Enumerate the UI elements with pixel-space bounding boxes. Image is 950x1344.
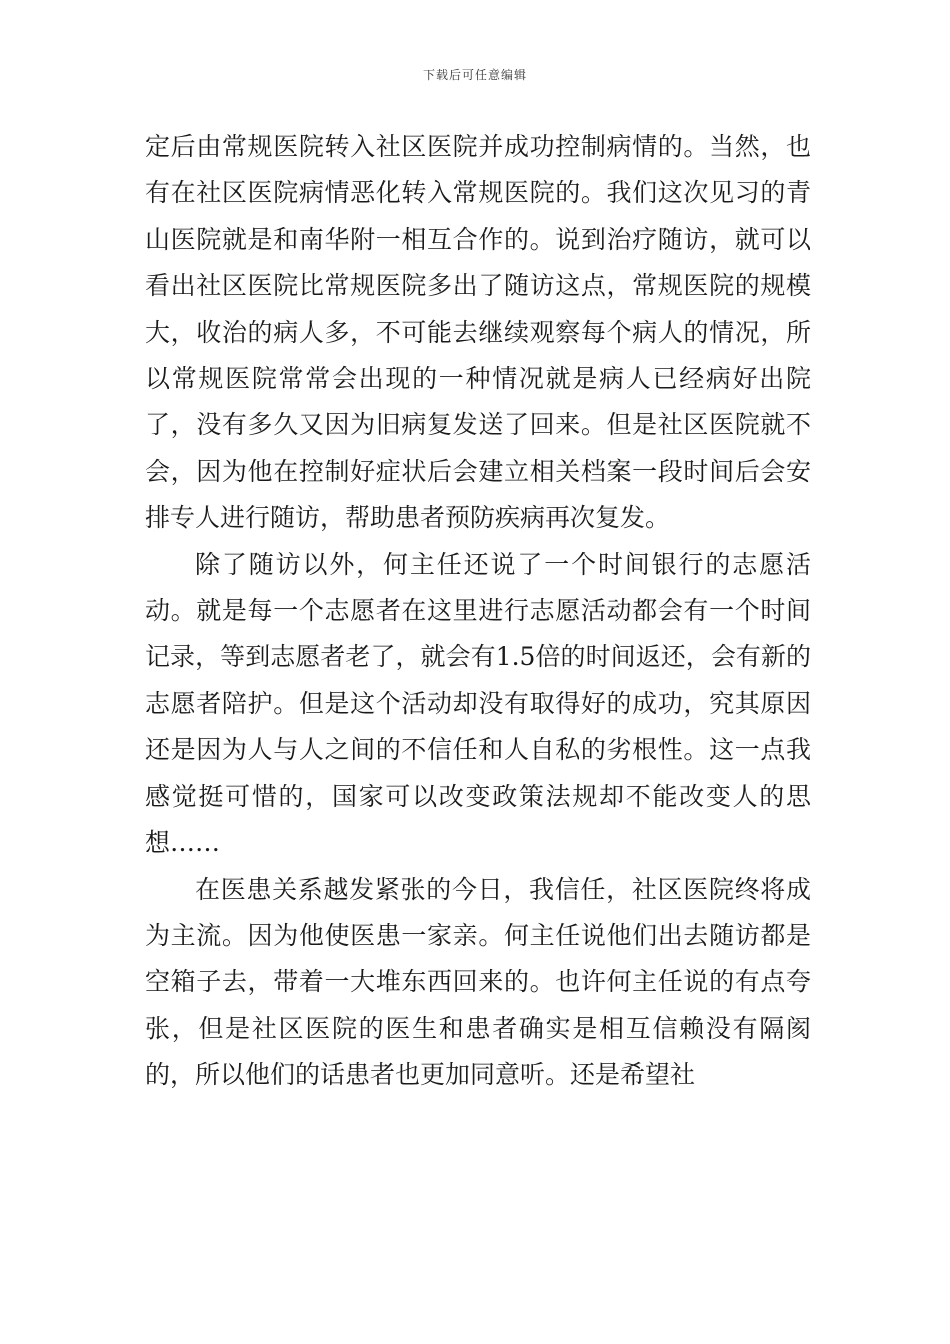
- paragraph-doctor-patient: 在医患关系越发紧张的今日，我信任，社区医院终将成为主流。因为他使医患一家亲。何主任说他们出去随访都是空箱子去，带着一大堆东西回来的。也许何主任说的有点夸张，但是社区医院的医生和患者确实是相互信赖没有隔阂的，所以他们的话患者也更加同意听。还是希望社: [145, 874, 811, 1090]
- paragraph-time-bank: 除了随访以外，何主任还说了一个时间银行的志愿活动。就是每一个志愿者在这里进行志愿活动都会有一个时间记录，等到志愿者老了，就会有1.5倍的时间返还，会有新的志愿者陪护。但是这个活动却没有取得好的成功，究其原因还是因为人与人之间的不信任和人自私的劣根性。这一点我感觉挺可惜的，国家可以改变政策法规却不能改变人的思想……: [145, 549, 811, 858]
- page-header: 下载后可任意编辑: [422, 68, 527, 82]
- paragraph-follow-up: 定后由常规医院转入社区医院并成功控制病情的。当然，也有在社区医院病情恶化转入常规医院的。我们这次见习的青山医院就是和南华附一相互合作的。说到治疗随访，就可以看出社区医院比常规医院多出了随访这点，常规医院的规模大，收治的病人多，不可能去继续观察每个病人的情况，所以常规医院常常会出现的一种情况就是病人已经病好出院了，没有多久又因为旧病复发送了回来。但是社区医院就不会，因为他在控制好症状后会建立相关档案一段时间后会安排专人进行随访，帮助患者预防疾病再次复发。: [145, 132, 811, 533]
- document-body: [145, 124, 811, 1099]
